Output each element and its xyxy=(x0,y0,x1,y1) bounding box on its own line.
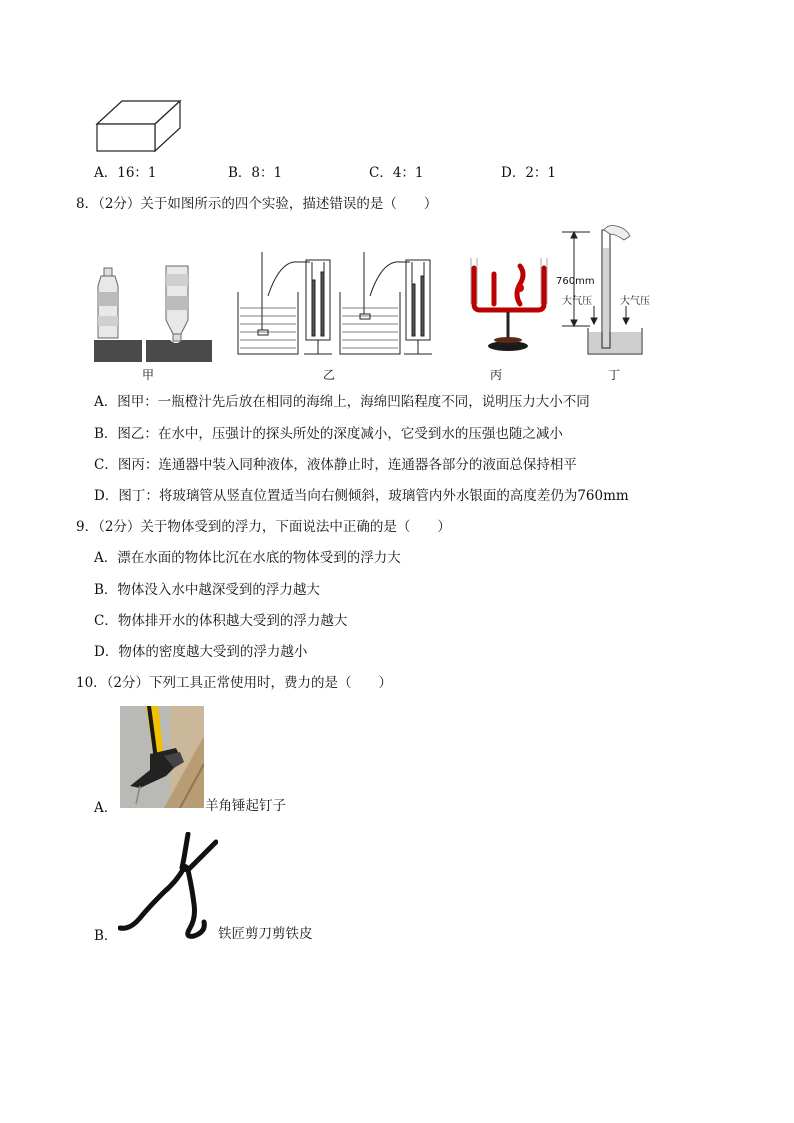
q7-option-c[interactable]: C．4：1 xyxy=(369,165,424,181)
ding-height-label: 760mm xyxy=(556,276,595,287)
q7-option-b[interactable]: B．8：1 xyxy=(228,165,283,181)
q10-option-b-caption: 铁匠剪刀剪铁皮 xyxy=(218,926,313,942)
q8-figure-yi xyxy=(234,250,440,358)
q9-option-a[interactable]: A．漂在水面的物体比沉在水底的物体受到的浮力大 xyxy=(94,550,401,566)
ding-right-air-label: 大气压 xyxy=(620,296,650,307)
hammer-photo xyxy=(120,706,204,808)
q9-option-d[interactable]: D．物体的密度越大受到的浮力越小 xyxy=(94,644,308,660)
q9-option-c[interactable]: C．物体排开水的体积越大受到的浮力越大 xyxy=(94,613,348,629)
shears-image xyxy=(118,832,218,940)
q10-option-a-letter[interactable]: A． xyxy=(94,800,118,816)
fig-label-yi: 乙 xyxy=(323,368,336,382)
q8-option-a[interactable]: A．图甲：一瓶橙汁先后放在相同的海绵上，海绵凹陷程度不同，说明压力大小不同 xyxy=(94,394,590,410)
q8-option-c[interactable]: C．图丙：连通器中装入同种液体，液体静止时，连通器各部分的液面总保持相平 xyxy=(94,457,577,473)
q8-figure-bing xyxy=(468,254,550,354)
q8-option-b[interactable]: B．图乙：在水中，压强计的探头所处的深度减小，它受到水的压强也随之减小 xyxy=(94,426,563,442)
q10-stem: 10．（2分）下列工具正常使用时，费力的是（ ） xyxy=(76,675,393,691)
q8-figure-ding xyxy=(554,224,666,358)
fig-label-bing: 丙 xyxy=(490,368,503,382)
q7-option-a[interactable]: A．16：1 xyxy=(94,165,157,181)
q8-option-d[interactable]: D．图丁：将玻璃管从竖直位置适当向右侧倾斜，玻璃管内外水银面的高度差仍为760mm xyxy=(94,488,629,504)
q8-stem: 8．（2分）关于如图所示的四个实验，描述错误的是（ ） xyxy=(76,196,438,212)
q9-stem: 9．（2分）关于物体受到的浮力，下面说法中正确的是（ ） xyxy=(76,519,451,535)
q8-figure-jia xyxy=(92,262,216,364)
fig-label-jia: 甲 xyxy=(142,368,155,382)
q7-box-figure xyxy=(94,98,184,154)
ding-left-air-label: 大气压 xyxy=(562,296,592,307)
q7-option-d[interactable]: D．2：1 xyxy=(501,165,557,181)
q9-option-b[interactable]: B．物体没入水中越深受到的浮力越大 xyxy=(94,582,320,598)
q10-option-a-caption: 羊角锤起钉子 xyxy=(205,798,286,814)
q10-option-b-letter[interactable]: B． xyxy=(94,928,118,944)
fig-label-ding: 丁 xyxy=(608,368,621,382)
